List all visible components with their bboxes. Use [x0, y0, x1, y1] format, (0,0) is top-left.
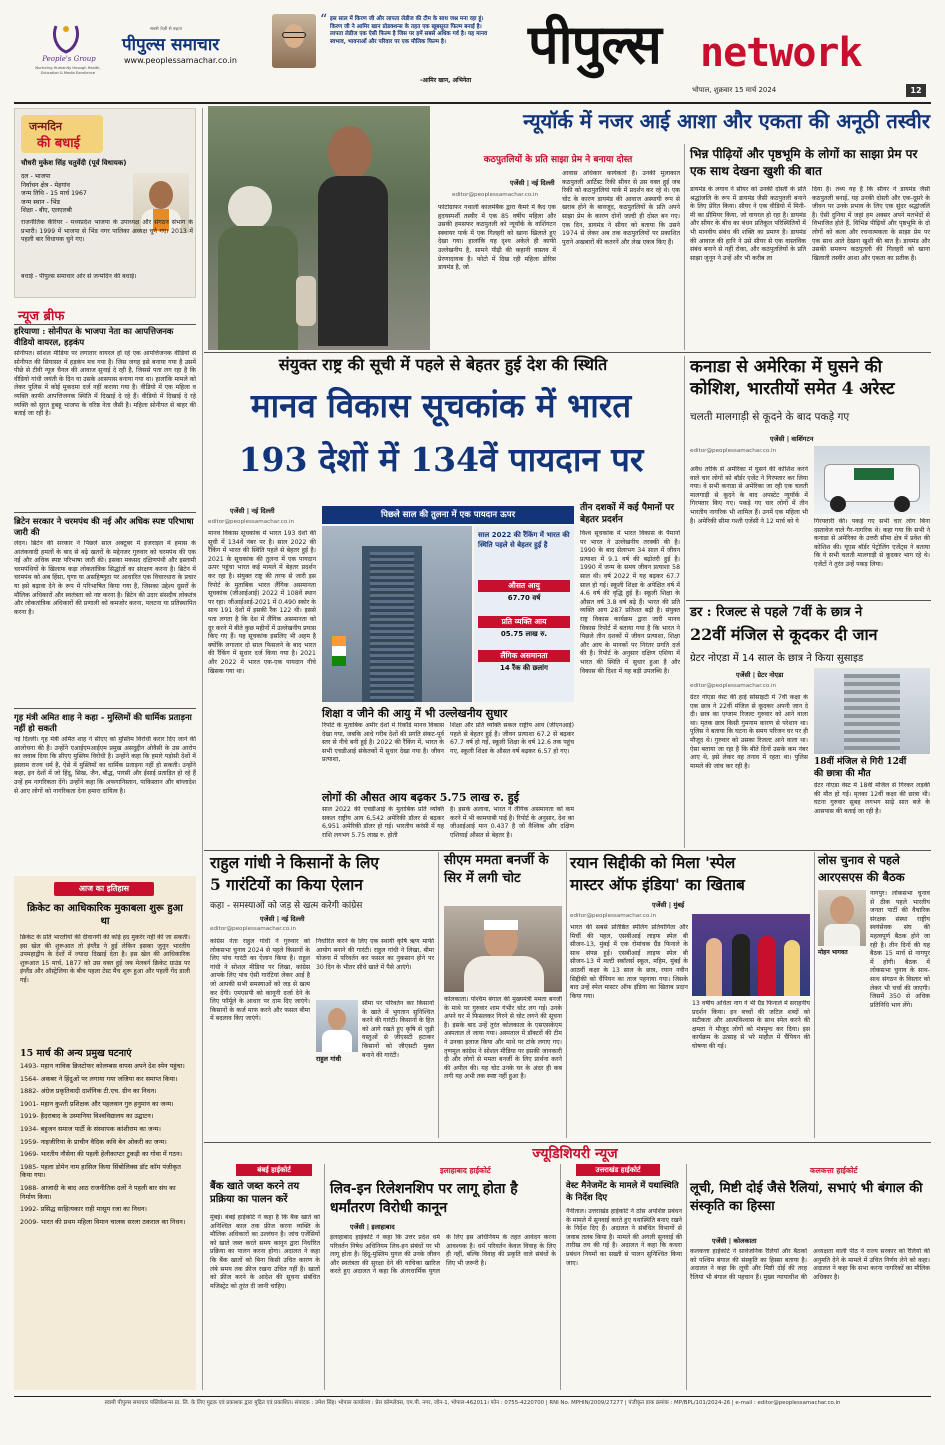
brief-item-3	[14, 712, 196, 872]
brief-headline-1: हरियाणा : सोनीपत के भाजपा नेता का आपत्तिजनक वीडियो वायरल, हड़कंप	[14, 326, 174, 347]
hdi-strip-text: पिछले साल की तुलना में एक पायदान ऊपर	[380, 510, 516, 520]
history-headline: क्रिकेट का आधिकारिक मुकाबला शुरू हुआ था	[27, 903, 183, 927]
rahul-byline: एजेंसी | नई दिल्ली	[260, 915, 305, 923]
lead-col-1: फोटोग्राफर नथाली कालमेबैक द्वारा कैमरे में कैद एक हृदयस्पर्शी तस्वीर में एक 85 वर्षीय महिला और उसकी हमसफर कठपुतली को न्यूयॉर्क के वाशिंगटन स्क्वायर पार्क में एक गिलहरी को खाना खिलाते हुए देखा गया। हालांकि यह दृश्य अकेले ही काफी उल्लेखनीय है, सामने पीढ़ी की कहानी वास्तव में प्रेरणादायक है। फोटो में दिख रही महिला डोरिस डायमंड है, जो	[438, 204, 556, 272]
brief-item-1	[14, 326, 196, 512]
allahabad-body: इलाहाबाद हाईकोर्ट ने कहा कि उत्तर प्रदेश धर्म परिवर्तन निषेध अधिनियम लिव-इन संबंधों पर भी लागू होता है। हिंदू-मुस्लिम युगल की उनके जीवन और स्वतंत्रता की सुरक्षा देने की याचिका खारिज करते हुए अदालत ने कहा कि अंतरधार्मिक युगल के लिए इस अधिनियम के तहत आवेदन करना आवश्यक है। धर्म परिवर्तन केवल विवाह के लिए ही नहीं, बल्कि विवाह की प्रकृति वाले संबंधों के लिए भी जरूरी है।	[330, 1234, 556, 1276]
rahul-col-3: सीमा पर परिवर्तन कर किसानों के खाते में भुगतान सुनिश्चित करने की गारंटी। किसानों के हित को आगे रखते हुए कृषि से जुड़ी वस्तुओं से जीएसटी हटाकर किसानों को जीएसटी मुक्त बनाने की गारंटी।	[362, 1000, 434, 1059]
stat2-label: प्रति व्यक्ति आय	[478, 616, 570, 628]
rahul-headline-1: राहुल गांधी ने किसानों के लिए	[210, 853, 379, 872]
dateline: भोपाल, शुक्रवार 15 मार्च 2024	[692, 86, 777, 94]
rahul-email[interactable]: editor@peoplessamachar.co.in	[210, 926, 297, 932]
hdi-sub2-col-1: साल 2022 की एचडीआई के मुताबिक प्रति व्यक्ति सकल राष्ट्रीय आय 6,542 अमेरिकी डॉलर से बढ़कर 6,951 अमेरिकी डॉलर हो गई। भारतीय करंसी में यह राशि लगभग 5.75 लाख रु. होती	[322, 806, 444, 839]
paper-name: पीपुल्स समाचार	[122, 35, 220, 55]
history-box	[14, 876, 196, 1390]
lead-email[interactable]: editor@peoplessamachar.co.in	[452, 192, 539, 198]
puppet-photo	[208, 106, 430, 350]
birthday-bio: राजनीतिक कॅरियर - मध्यप्रदेश भाजपा के उपाध्यक्ष और संगठन संभाग के प्रभारी। 1999 में भाजपा से भिंड नगर पालिका अध्यक्ष चुने गए। 2013 में पहली बार विधायक चुने गए।	[21, 219, 193, 244]
network-title-hindi: पीपुल्स	[528, 12, 661, 76]
student-headline-2: 22वीं मंजिल से कूदकर दी जान	[690, 625, 878, 644]
uttarakhand-body: नैनीताल। उत्तराखंड हाईकोर्ट ने ठोस अपशिष्ट प्रबंधन के मामले में सुनवाई करते हुए यथास्थिति बनाए रखने के निर्देश दिए हैं। अदालत ने संबंधित विभागों से जवाब तलब किया है। मामले की अगली सुनवाई की तारीख तय की गई है। अदालत ने कहा कि कचरा प्रबंधन नियमों का सख्ती से पालन सुनिश्चित किया जाए।	[566, 1208, 682, 1267]
rayan-byline: एजेंसी | मुंबई	[652, 901, 685, 909]
hdi-sub1: शिक्षा व जीने की आयु में भी उल्लेखनीय सुधार	[322, 707, 508, 720]
rss-body: नागपुर। लोकसभा चुनाव से ठीक पहले भारतीय जनता पार्टी की वैचारिक संरक्षक संस्था राष्ट्रीय स्वयंसेवक संघ की महत्वपूर्ण बैठक होने जा रही है। तीन दिनों की यह बैठक 15 मार्च से नागपुर में होगी। बैठक में लोकसभा चुनाव के साथ-साथ संगठन के विस्तार को लेकर भी चर्चा की जाएगी। जिसमें 350 से अधिक प्रतिनिधि भाग लेंगे।	[870, 890, 930, 1009]
stat3-label: लैंगिक असमानता	[478, 650, 570, 662]
rahul-col-1: कांग्रेस नेता राहुल गांधी ने गुरुवार को लोकसभा चुनाव 2024 से पहले किसानों के लिए पांच गारंटी का ऐलान किया है। राहुल गांधी ने सोशल मीडिया पर लिखा, कांग्रेस आपके लिए पांच ऐसी गारंटियां लेकर आई है जो आपकी सभी समस्याओं को जड़ से खत्म कर देंगी। एमएसपी को कानूनी दर्जा देने के लिए फॉर्मूले के आधार पर दाम दिए जाएंगे। किसानों के कर्ज माफ करने और फसल बीमा में बदलाव किए जाएंगे।	[210, 938, 310, 1023]
hdi-sub1-col-1: रिपोर्ट के मुताबिक अमीर देशों में रिकॉर्ड मानव विकास देखा गया, जबकि आधे गरीब देशों की प्रगति संकट-पूर्व स्तर से नीचे बनी हुई है। 2022 की रैंकिंग में, भारत के सभी एचडीआई संकेतकों में सुधार देखा गया है। जीवन प्रत्याशा,	[322, 722, 444, 764]
border-patrol-photo	[814, 446, 930, 514]
spell-bee-photo	[692, 914, 810, 996]
stat2-value: 05.75 लाख रु.	[500, 630, 548, 638]
masthead	[0, 0, 945, 103]
student-subhead: ग्रेटर नोएडा में 14 साल के छात्र ने किया सुसाइड	[690, 653, 864, 664]
calcutta-byline: एजेंसी | कोलकाता	[712, 1237, 757, 1245]
hdi-kicker: संयुक्त राष्ट्र की सूची में पहले से बेहतर हुई देश की स्थिति	[278, 355, 608, 374]
allahabad-byline: एजेंसी | इलाहाबाद	[350, 1223, 395, 1231]
history-body: क्रिकेट के प्रति भारतीयों की दीवानगी की कोई हद मुकर्रर नहीं की जा सकती। इस खेल की शुरूआत तो इंग्लैंड ने हुई लेकिन इसका जुनून भारतीय उपमहाद्वीप के देशों में ज्यादा दिखाई देता है। इस खेल की आधिकारिक शुरूआत 15 मार्च, 1877 को उस वक्त हुई जब मेलबर्न क्रिकेट ग्राउंड पर इंग्लैंड और ऑस्ट्रेलिया के बीच पहला टेस्ट मैच शुरू हुआ और पहली गेंद डाली गई।	[20, 934, 190, 984]
detail-birthplace: जन्म स्थान - भिंड	[21, 198, 60, 206]
rss-photo-label: मोहन भागवत	[818, 949, 848, 956]
student-email[interactable]: editor@peoplessamachar.co.in	[690, 683, 777, 689]
hdi-sub1-col-2: शिक्षा और प्रति व्यक्ति सकल राष्ट्रीय आय (जीएनआई) पहले से बेहतर हुई है। जीवन प्रत्याशा 67.2 से बढ़कर 67.7 वर्ष हो गई, स्कूली शिक्षा के वर्ष 12.6 तक पहुंच गए, स्कूली शिक्षा के औसत वर्ष बढ़कर 6.57 हो गए।	[450, 722, 574, 755]
celebrity-quote: इस साल में किरण जी और लापता लेडीज की टीम के साथ जश्न मना रहा हूं। किरण जी ने आमिर खान प्रोडक्शन्स के तहत एक खूबसूरत फिल्म बनाई है। लापता लेडीज एक ऐसी फिल्म है जिस पर हमें सबसे अधिक गर्व है। यह मानव स्वभाव, भावनाओं और परिवार पर एक मौलिक फिल्म है।	[330, 16, 488, 45]
event-item: 1988- आजादी के बाद आठ राजनीतिक दलों ने पहली बार संघ का निर्माण किया।	[20, 1183, 176, 1201]
student-caption-body: ग्रेटर नोएडा वेस्ट में 18वीं मंजिल से गिरकर लड़की की मौत हो गई। मृतका 12वीं कक्षा की छात्रा थी। घटना गुरुवार सुबह लगभग साढ़े सात बजे के आसपास की बताई जा रही है।	[814, 782, 930, 815]
allahabad-court-tag: इलाहाबाद हाईकोर्ट	[440, 1166, 491, 1175]
rss-headline: लोस चुनाव से पहले आरएसएस की बैठक	[818, 853, 905, 884]
student-body: ग्रेटर नोएडा वेस्ट की हाई सोसाइटी में 7वीं कक्षा के एक छात्र ने 22वीं मंजिल से कूदकर अपनी जान दे दी। छात्र का एग्जाम रिजल्ट गुरुवार को आने वाला था। मृतक छात्र किसी गुमनाम कारण से परेशान था। पुलिस ने बताया कि घटना के समय परिजन घर पर ही मौजूद थे। गुरुवार को उसका रिजल्ट आने वाला था। ऐसा बताया जा रहा है कि बीते दिनों उसके कम नंबर आए थे, इसे लेकर वह तनाव में रहता था। पुलिस मामले की जांच कर रही है।	[690, 694, 808, 770]
lead-col-2: आवास अधिकार कार्यकर्ता हैं। उनकी मुलाकात कठपुतली आर्टिस्ट रिकी सीयर से उस वक्त हुई जब रिकी को कठपुतलियां पार्क में प्रदर्शन कर रहे थे। एक चोट के कारण डायमंड की आवाज अस्थायी रूप से खराब होने के बावजूद, कठपुतलियों के प्रति अपने साझा प्रेम के कारण दोनों जल्दी ही दोस्त बन गए। एक दिन, डायमंड ने सीयर को बताया कि उसने 1974 से लेकर अब तक कठपुतलियों पर प्रकाशित पुराने अखबारों की कतरनें और लेख एकत्र किए हैं।	[562, 170, 680, 246]
uttarakhand-headline: वेस्ट मैनेजमेंट के मामले में यथास्थिति के निर्देश दिए	[566, 1181, 679, 1203]
history-events	[20, 1062, 190, 1230]
detail-dob: जन्म तिथि - 15 मार्च 1967	[21, 190, 87, 198]
bombay-body: मुंबई। बंबई हाईकोर्ट ने कहा है कि बैंक खाते को अनिश्चित काल तक फ्रीज करना व्यक्ति के मौलिक अधिकारों का उल्लंघन है। जांच एजेंसियों को खाते जब्त करते समय कानून द्वारा निर्धारित प्रक्रिया का पालन करना होगा। अदालत ने कहा कि बैंक खातों को बिना किसी उचित कारण के लंबे समय तक फ्रीज रखना उचित नहीं है। खातों को फ्रीज करने के आदेश की सूचना संबंधित मजिस्ट्रेट को तुरंत दी जानी चाहिए।	[210, 1214, 320, 1290]
lead-subhead: कठपुतलियों के प्रति साझा प्रेम ने बनाया दोस्त	[483, 155, 633, 165]
brief-body-1: सोनीपत। सोशल मीडिया पर लगातार वायरल हो रहे एक आपत्तिजनक वीडियो से सोनीपत की सियासत में हड़कंप मच गया है। जिस जगह इसे बनाया गया है उसमें पीछे से टीवी न्यूज चैनल की आवाज सुनाई दे रही है, जिससे पता लग रहा है कि वीडियो गांधी जयंती के दिन या उसके आसपास बनाया गया था। हालांकि मामले को लेकर पुलिस में कोई मुकदमा दर्ज नहीं कराया गया है। वीडियो में एक महिला व व्यक्ति काफी आपत्तिजनक स्थिति में दिखाई दे रहे हैं। वीडियो में दिखाई दे रहे व्यक्ति को सुरत हुबहू भाजपा के वरिष्ठ नेता जैसी है। महिला सोनीपत से बाहर की बताई जा रही है।	[14, 350, 196, 418]
news-brief-title: न्यूज ब्रीफ	[18, 309, 65, 324]
imprint-footer: स्वामी पीपुल्स समाचार पब्लिकेशन्स प्रा. लि. के लिए मुद्रक एवं प्रकाशक द्वारा मुद्रित एवं प्रकाशित। संपादक : उमेश सिंह। भोपाल कार्यालय : प्रेस कॉम्प्लेक्स, एम.पी. नगर, जोन-1, भोपाल-462011। फोन : 0755-4220700 | RNI No. MPHIN/2009/27277 | पंजीकृत डाक क्रमांक : MP/BPL/101/2024-26 | e-mail : editor@peoplessamachar.co.in	[104, 1400, 841, 1406]
mamata-body: कोलकाता। पश्चिम बंगाल की मुख्यमंत्री ममता बनर्जी के माथे पर गुरुवार शाम गंभीर चोट लग गई। उनके अपने घर में फिसलकर गिरने से चोट लगने की सूचना है। इसके बाद उन्हें तुरंत कोलकाता के एसएसकेएम अस्पताल ले जाया गया। अस्पताल में डॉक्टरों की टीम ने उनका इलाज किया और माथे पर टांके लगाए गए। तृणमूल कांग्रेस ने सोशल मीडिया पर इसकी जानकारी दी और लोगों से ममता बनर्जी के लिए प्रार्थना करने की अपील की। यह चोट उनके घर के अंदर ही कब लगी यह अभी तक स्पष्ट नहीं हुआ है।	[444, 996, 562, 1081]
allahabad-headline: लिव-इन रिलेशनशिप पर लागू होता है धर्मांतरण विरोधी कानून	[330, 1181, 518, 1216]
group-tagline: Nurturing Humanity through Health, Education & Media Excellence	[35, 66, 101, 75]
rank-note: साल 2022 की रैंकिंग में भारत की स्थिति पहले से बेहतर हुई है	[478, 531, 570, 549]
birthday-title-bottom: की बधाई	[37, 136, 81, 151]
quote-author: -आमिर खान, अभिनेता	[420, 77, 472, 84]
building-photo	[814, 668, 930, 754]
paper-tagline-top: सबसे तेज़ी से बढ़ता	[150, 27, 182, 32]
rayan-email[interactable]: editor@peoplessamachar.co.in	[570, 913, 657, 919]
hdi-side-body: विश्व सूचकांक में भारत विकास के पैमानों पर भारत ने उल्लेखनीय तरक्की की है। 1990 के बाद सेलाभग 34 साल में जीवन प्रत्याशा में 9.1 वर्ष की बढ़ोतरी हुई है। 1990 में जन्म के समय जीवन प्रत्याशा 58 साल थी। वर्ष 2022 में यह बढ़कर 67.7 साल हो गई। स्कूली शिक्षा के अपेक्षित वर्ष में 4.6 वर्ष की वृद्धि हुई है। स्कूली शिक्षा के औसत वर्ष 3.8 वर्ष बढ़े हैं। भारत की प्रति व्यक्ति आय 287 प्रतिशत बढ़ी है। संयुक्त राष्ट्र विकास कार्यक्रम द्वारा जारी मानव विकास रिपोर्ट में बताया गया है कि भारत ने पिछले तीन दशकों में जीवन प्रत्याशा, शिक्षा और आय के मानकों पर निरंतर प्रगति दर्ज की है। रिपोर्ट के अनुसार दक्षिण एशिया में भारत की स्थिति में सुधार हुआ है और विकास की दिशा में यह बड़ी उपलब्धि है।	[580, 530, 680, 675]
hdi-headline-2: 193 देशों में 134वें पायदान पर	[238, 440, 644, 479]
brief-item-2	[14, 516, 196, 706]
hdi-byline: एजेंसी | नई दिल्ली	[230, 507, 275, 515]
detail-education: शिक्षा - बीए, एलएलबी	[21, 207, 72, 215]
canada-byline: एजेंसी | वाशिंगटन	[770, 435, 814, 443]
event-item: 1901- महान कुश्ती प्रशिक्षक और पहलवान गुरु हनुमान का जन्म।	[20, 1099, 174, 1108]
lead-right-headline: भिन्न पीढ़ियों और पृष्ठभूमि के लोगों का साझा प्रेम पर एक साथ देखना खुशी की बात	[690, 147, 918, 178]
stat1-label: औसत आयु	[478, 580, 570, 592]
lead-right-col-1: डायमंड के लगाव ने सीयर को उनकी दोस्ती के प्रति श्रद्धांजलि के रूप में डायमंड जैसी कठपुतली बनाने के लिए प्रेरित किया। सीयर ने एक वीडियो में मिनी-मी का प्रीमियर किया, जो वायरल हो रहा है। डायमंड और सीयर के बीच का बंधन प्रतिकूल परिस्थितियों में भी मानवीय संबंध की शक्ति का प्रमाण है। डायमंड की आवाज की हानि ने उसे सीयर से एक वास्तविक संबंध बनाने से नहीं रोका, और कठपुतलियों के प्रति साझा जुनून ने उन्हें और भी करीब ला	[690, 186, 806, 262]
lead-byline: एजेंसी | नई दिल्ली	[510, 179, 555, 187]
event-item: 1992- प्रसिद्ध साहित्यकार राही मासूम रजा का निधन।	[20, 1205, 147, 1214]
hdi-sub2: लोगों की औसत आय बढ़कर 5.75 लाख रु. हुई	[322, 791, 520, 804]
student-caption-1: 18वीं मंजिल से गिरी 12वीं	[814, 757, 907, 767]
birthday-details	[21, 173, 131, 216]
uttarakhand-court-tag: उत्तराखंड हाईकोर्ट	[576, 1164, 660, 1176]
canada-subhead: चलती मालगाड़ी से कूदने के बाद पकड़े गए	[690, 411, 850, 423]
hdi-col-1: मानव विकास सूचकांक में भारत 193 देशों की सूची में 134वें नंबर पर है। साल 2022 की रैंकिंग में भारत की स्थिति पहले से बेहतर हुई है। 2021 के सूचकांक की तुलना में एक पायदान ऊपर पहुंचा भारत कई मामले में बेहतर प्रदर्शन कर रहा है। संयुक्त राष्ट्र की तरफ से जारी इस रिपोर्ट के मुताबिक भारत लैंगिक असमानता सूचकांक (जीआईआई) 2022 में 108वें स्थान पर रहा। जीआईआई-2021 में 0.490 स्कोर के साथ 191 देशों में इसकी रैंक 122 थी। इससे पता लगता है कि देश में लैंगिक असमानता को दूर करने में बीते कुछ महीनों में उल्लेखनीय प्रयास किए गए हैं। यह सूचकांक इसलिए भी अहम है क्योंकि लगातार दो साल फिसलने के बाद भारत की रैंकिंग में सुधार दर्ज किया गया है। 2021 और 2022 में भारत एक-एक पायदान नीचे खिसक गया था।	[208, 530, 316, 675]
calcutta-headline: लूची, मिष्टी दोई जैसे रैलियां, सभाएं भी बंगाल की संस्कृति का हिस्सा	[690, 1181, 923, 1214]
brief-headline-2: ब्रिटेन सरकार ने चरमपंथ की नई और अधिक स्पष्ट परिभाषा जारी की	[14, 516, 194, 537]
page-number: 12	[906, 84, 926, 97]
mamata-headline: सीएम ममता बनर्जी के सिर में लगी चोट	[444, 853, 549, 886]
birthday-name: चौधरी मुकेश सिंह चतुर्वेदी (पूर्व विधायक)	[21, 159, 127, 167]
hdi-email[interactable]: editor@peoplessamachar.co.in	[208, 519, 295, 525]
event-item: 1493- महान नाविक क्रिस्टोफर कोलम्बस वापस अपने देश स्पेन पहुंचा।	[20, 1062, 185, 1070]
canada-col-1: अवैध तरीके से अमेरिका में घुसने की कोशिश करने वाले चार लोगों को बॉर्डर एजेंट ने गिरफ्तार कर लिया गया। वे सभी कनाडा से अमेरिका जा रही एक चलती मालगाड़ी से कूदने के बाद अपस्टेट न्यूयॉर्क में गिरफ्तार किए गए। पकड़े गए चार लोगों में तीन भारतीय नागरिक भी शामिल हैं। उनमें एक महिला भी है। अमेरिकी सीमा गश्ती एजेंसी ने 12 मार्च को ये	[690, 466, 808, 525]
network-title-en: network	[700, 30, 862, 76]
brief-body-3: नई दिल्ली। गृह मंत्री अमित शाह ने सीएए को मुस्लिम विरोधी करार दिए जाने की आलोचना की है। उन्होंने एआईएमआईएम प्रमुख असदुद्दीन ओवैसी के उस आरोप का जवाब दिया कि सीएए मुस्लिम विरोधी है। उन्होंने कहा कि हमारे पड़ोसी देशों में इस्लाम राज्य धर्म है, ऐसे में मुस्लिमों का धार्मिक प्रताड़ना नहीं हो सकती। उन्होंने कहा, इन देशों में जो हिंदू, सिख, जैन, बौद्ध, पारसी और ईसाई प्रताड़ित हो रहे हैं उन्हें हम नागरिकता देंगे। उन्होंने कहा कि अफगानिस्तान, पाकिस्तान और बांग्लादेश से आए लोगों को नागरिकता देना हमारा दायित्व है।	[14, 736, 196, 795]
detail-party: दल - भाजपा	[21, 173, 51, 180]
hdi-stats-box	[474, 526, 574, 702]
event-item: 1882- अंग्रेज प्रकृतिवादी दार्शनिक टी.एच. ग्रीन का निधन।	[20, 1087, 157, 1096]
lead-headline: न्यूयॉर्क में नजर आई आशा और एकता की अनूठी तस्वीर	[523, 109, 930, 133]
history-title: आज का इतिहास	[78, 884, 130, 893]
hdi-headline-1: मानव विकास सूचकांक में भारत	[250, 386, 632, 425]
rayan-col-2: 13 वर्षीय अधिता नाग ने भी ग्रैंड फिनाले में सराहनीय प्रदर्शन किया। इन बच्चों की जटिल शब्दों को सटीकता और आत्मविश्वास के साथ स्पेल करने की क्षमता ने मौजूद लोगों को मंत्रमुग्ध कर दिया। इस कार्यक्रम के उत्साह से भरे माहौल में चैंपियन की घोषणा की गई।	[692, 1000, 810, 1050]
rahul-subhead: कहा - समस्याओं को जड़ से खत्म करेगी कांग्रेस	[210, 901, 363, 911]
canada-email[interactable]: editor@peoplessamachar.co.in	[690, 448, 777, 454]
birthday-wish: बधाई - पीपुल्स समाचार ओर से जन्मदिन की बधाई।	[21, 273, 137, 280]
lead-right-col-2: दिया है। तथ्य यह है कि सीयर ने डायमंड जैसी कठपुतली बनाई, यह उनकी दोस्ती और एक-दूसरे के जीवन पर उनके प्रभाव के लिए एक सुंदर श्रद्धांजलि है। ऐसी दुनिया में जहां हम अक्सर अपने मतभेदों से विभाजित होते हैं, विभिन्न पीढ़ियों और पृष्ठभूमि के दो लोगों को कला और रचनात्मकता के साझा प्रेम पर एक साथ आते देखना खुशी की बात है। डायमंड और उसकी समरूप कठपुतली की गिलहरी को खाना खिलाती तस्वीर आशा और एकता का प्रतीक है।	[812, 186, 930, 262]
student-byline: एजेंसी | ग्रेटर नोएडा	[736, 671, 784, 679]
event-item: 1985- पहला डोमेन नाम हासिल किया सिंबोलिक्स डॉट कॉम पंजीकृत किया गया।	[20, 1162, 181, 1180]
event-item: 1919- हैदराबाद के उस्मानिया विश्वविद्यालय का उद्घाटन।	[20, 1112, 154, 1121]
rahul-gandhi-photo	[316, 1000, 358, 1052]
canada-col-2: गिरफ्तारी की। पकड़े गए सभी चार लोग बिना दस्तावेज वाले गैर-नागरिक थे। कहा गया कि सभी ने कनाडा से अमेरिका के उत्तरी सीमा क्षेत्र में प्रवेश की कोशिश की। यूएस बॉर्डर पेट्रोलिंग एजेंट्स ने बताया कि ये सभी चलती मालगाड़ी से कूदकर भाग रहे थे। एजेंटों ने तुरंत उन्हें पकड़ लिया।	[814, 518, 930, 568]
canada-headline: कनाडा से अमेरिका में घुसने की कोशिश, भारतीयों समेत 4 अरेस्ट	[690, 357, 895, 399]
birthday-title-top: जन्मदिन	[29, 120, 63, 133]
mohan-bhagwat-photo	[818, 890, 866, 946]
peoples-group-logo-icon	[50, 20, 82, 56]
group-name: People's Group	[42, 55, 96, 63]
brief-headline-3: गृह मंत्री अमित शाह ने कहा - मुस्लिमों की धार्मिक प्रताड़ना नहीं हो सकती	[14, 712, 192, 733]
stat1-value: 67.70 वर्ष	[507, 594, 541, 602]
bombay-court-tag: बंबई हाईकोर्ट	[236, 1164, 312, 1176]
un-building-photo	[322, 526, 472, 702]
mamata-photo	[444, 906, 562, 992]
stat3-value: 14 रैंक की छलांग	[500, 664, 548, 672]
event-item: 1564- अकबर ने हिंदुओं पर लगाया गया जजिया कर समाप्त किया।	[20, 1074, 178, 1083]
detail-constituency: निर्वाचन क्षेत्र - मेहगांव	[21, 181, 70, 189]
hdi-sub2-col-2: है। इसके अलावा, भारत ने लैंगिक असमानता को कम करने में भी कामयाबी पाई है। रिपोर्ट के अनुसार, देश का जीआईआई मान 0.437 है जो वैश्विक और दक्षिण एशियाई औसत से बेहतर है।	[450, 806, 574, 839]
history-list-title: 15 मार्च की अन्य प्रमुख घटनाएं	[20, 1048, 132, 1059]
event-item: 1959- नाइजीरिया के प्राचीन वैदिक कवि बेन ओकरी का जन्म।	[20, 1137, 167, 1146]
event-item: 1934- बहुजन समाज पार्टी के संस्थापक कांशीराम का जन्म।	[20, 1124, 161, 1133]
birthday-box	[14, 108, 196, 298]
calcutta-court-tag: कलकत्ता हाईकोर्ट	[810, 1166, 858, 1175]
event-item: 2009- भारत की प्रथम महिला विमान चालक सरला ठकराल का निधन।	[20, 1217, 186, 1226]
rayan-col-1: भारत की सबसे प्रतिष्ठित स्पेलिंग प्रतियोगिता और मिर्ची की पहल, एसबीआई लाइफ स्पेल बी सीजन-13, मुंबई में एक रोमांचक ग्रैंड फिनाले के साथ संपन्न हुई। एसबीआई लाइफ स्पेल बी सीजन-13 में मल्टी स्कॉलर्स स्कूल, महिम, मुंबई के आठवीं कक्षा के 13 साल के छात्र, रयान नवीन सिद्दीकी को चैंपियन का ताज पहनाया गया। जिसके बाद उन्हें स्पेल मास्टर ऑफ इंडिया का खिताब प्रदान किया गया।	[570, 924, 688, 1000]
aamir-khan-photo	[272, 14, 316, 68]
rahul-headline-2: 5 गारंटियों का किया ऐलान	[210, 875, 363, 894]
judiciary-section-title: ज्यूडिशियरी न्यूज	[532, 1146, 618, 1162]
quote-icon: “	[320, 12, 328, 28]
rayan-headline-2: मास्टर ऑफ इंडिया' का खिताब	[570, 875, 745, 894]
rahul-photo-label: राहुल गांधी	[316, 1055, 342, 1063]
rayan-headline-1: रयान सिद्दीकी को मिला 'स्पेल	[570, 853, 736, 872]
calcutta-body: कलकत्ता हाईकोर्ट ने सार्वजनिक रैलियों और बैठकों को पश्चिम बंगाल की संस्कृति का हिस्सा बताया है। अदालत ने कहा कि लूची और मिष्टी दोई की तरह रैलियां भी बंगाल की पहचान हैं। मुख्य न्यायाधीश की अध्यक्षता वाली पीठ ने राज्य सरकार को रैलियों की अनुमति देने के मामले में उचित निर्णय लेने को कहा। अदालत ने कहा कि सभा करना नागरिकों का मौलिक अधिकार है।	[690, 1248, 930, 1281]
website-link[interactable]: www.peoplessamachar.co.in	[124, 56, 237, 65]
rahul-col-2: निर्धारित करने के लिए एक स्थायी कृषि ऋण माफी आयोग बनाने की गारंटी। राहुल गांधी ने लिखा, बीमा योजना में परिवर्तन कर फसल का नुकसान होने पर 30 दिन के भीतर सीधे खाते में पैसे आएंगे।	[316, 938, 434, 971]
student-caption-2: की छात्रा की मौत	[814, 769, 871, 779]
bombay-headline: बैंक खाते जब्त करने तय प्रक्रिया का पालन करें	[210, 1181, 300, 1205]
event-item: 1969- भारतीय नौसेना की पहली हेलीकाप्टर टुकड़ी का गोवा में गठन।	[20, 1150, 183, 1159]
brief-body-2: लंदन। ब्रिटेन की सरकार ने पिछले साल अक्टूबर में इजराइल में हमास के आतंकवादी हमलों के बाद से बढ़े खतरों के मद्देनजर गुरुवार को चरमपंथ की एक नई और अधिक स्पष्ट परिभाषा जारी की। इसका मकसद दक्षिणपंथी और इस्लामी चरमपंथियों के खिलाफ कड़ा लोकतांत्रिक सिद्धांतों का संरक्षण करना है। ब्रिटेन में चरमपंथ को अब हिंसा, घृणा या असहिष्णुता पर आधारित एक विचारधारा के प्रचार या इसे बढ़ावा देने के रूप में परिभाषित किया गया है, जिसका उद्देश्य दूसरों के मौलिक अधिकारों और स्वतंत्रता को नष्ट करना है। ब्रिटेन की उदार संसदीय लोकतंत्र और लोकतांत्रिक अधिकारों की प्रणाली को कमजोर करना, पलटना या प्रतिस्थापित करना है।	[14, 540, 196, 616]
hdi-side-headline: तीन दशकों में कई पैमानों पर बेहतर प्रदर्शन	[580, 503, 674, 525]
student-headline-1: डर : रिजल्ट से पहले 7वीं के छात्र ने	[690, 605, 863, 620]
